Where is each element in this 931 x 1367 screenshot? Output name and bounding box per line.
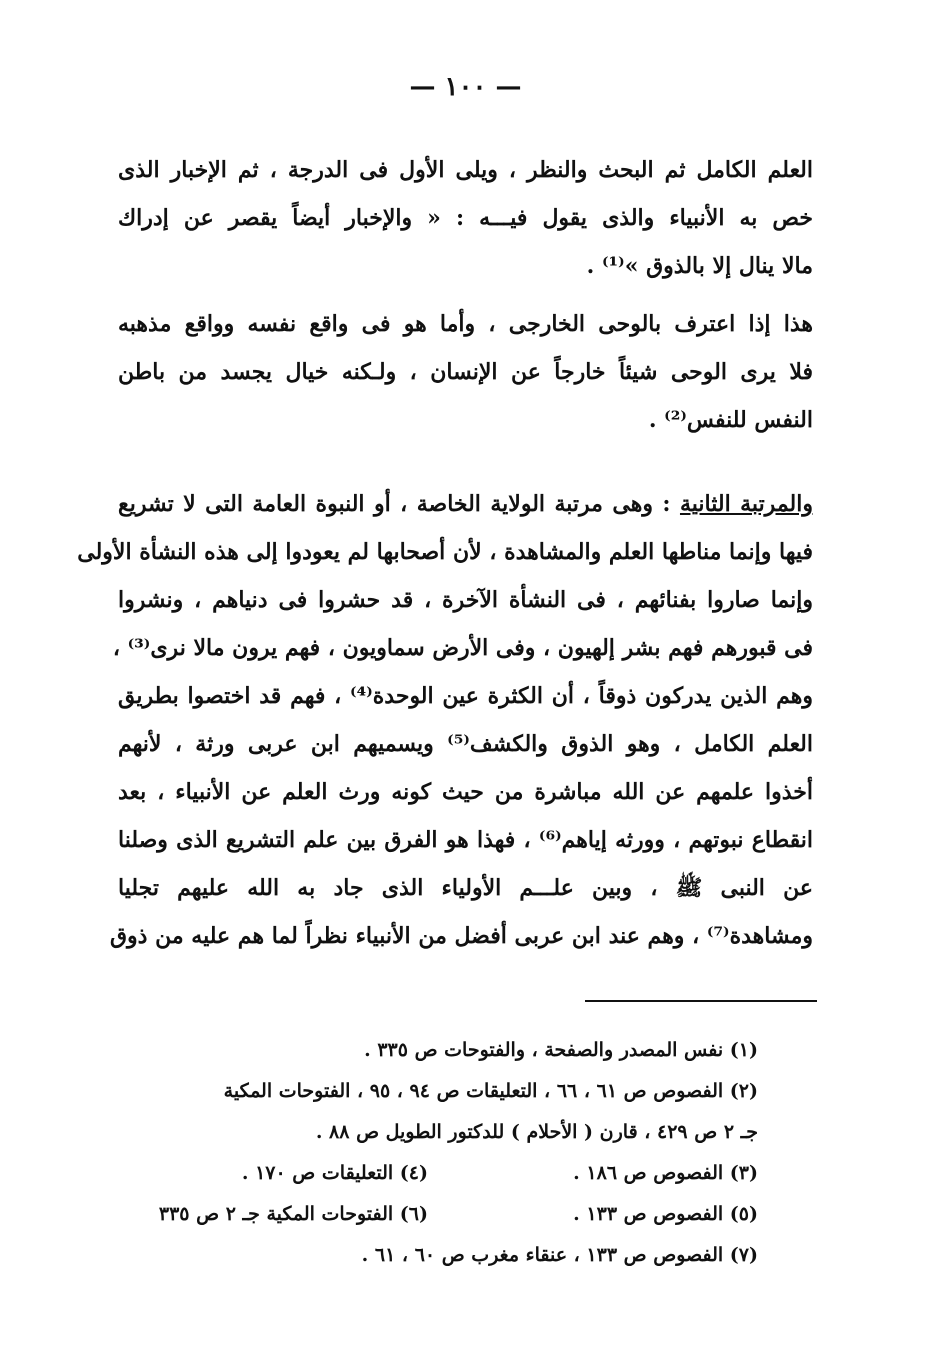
text-line: مالا ينال إلا بالذوق »⁽¹⁾ . <box>586 253 813 279</box>
footnote-2: (٢) الفصوص ص ٦١ ، ٦٦ ، التعليقات ص ٩٤ ، ٩٥ ، الفتوحات المكية <box>223 1080 758 1102</box>
text-fragment: : وهى مرتبة الولاية الخاصة ، أو النبوة العامة التى لا تشريع <box>118 491 680 517</box>
footnote-4: (٤) التعليقات ص ١٧٠ . <box>241 1162 428 1184</box>
text-line: فيها وإنما مناطها العلم والمشاهدة ، لأن أصحابها لم يعودوا إلى هذه النشأة الأولى <box>77 539 813 565</box>
text-line: العلم الكامل ثم البحث والنظر ، ويلى الأول فى الدرجة ، ثم الإخبار الذى <box>118 157 813 183</box>
text-line: العلم الكامل ، وهو الذوق والكشف⁽⁵⁾ ويسميهم ابن عربى ورثة ، لأنهم <box>118 731 813 757</box>
text-line: ومشاهدة⁽⁷⁾ ، وهم عند ابن عربى أفضل من الأنبياء نظراً لما هم عليه من ذوق <box>109 923 813 949</box>
text-line: فى قبورهم فهم بشر إلهيون ، وفى الأرض سماويون ، فهم يرون مالا نرى⁽³⁾ ، <box>112 635 813 661</box>
footnote-3: (٣) الفصوص ص ١٨٦ . <box>573 1162 758 1184</box>
paragraph-2 <box>118 300 813 444</box>
text-line: وإنما صاروا بفنائهم ، فى النشأة الآخرة ، قد حشروا فى دنياهم ، ونشروا <box>118 587 813 613</box>
text-line: هذا إذا اعترف بالوحى الخارجى ، وأما هو فى واقع نفسه وواقع مذهبه <box>118 311 813 337</box>
section-heading-inline: والمرتبة الثانية <box>679 491 813 517</box>
text-line: وهم الذين يدركون ذوقاً ، أن الكثرة عين الوحدة⁽⁴⁾ ، فهم قد اختصوا بطريق <box>118 683 813 709</box>
text-line: عن النبى ﷺ ، وبين علـــم الأولياء الذى جاد به الله عليهم تجليا <box>118 875 813 901</box>
footnote-6: (٦) الفتوحات المكية جـ ٢ ص ٣٣٥ <box>158 1203 428 1225</box>
text-line: النفس للنفس⁽²⁾ . <box>648 407 813 433</box>
footnote-2-continued: جـ ٢ ص ٤٢٩ ، قارن ( الأحلام ) للدكتور الطويل ص ٨٨ . <box>315 1121 758 1143</box>
text-line: انقطاع نبوتهم ، وورثه إياهم⁽⁶⁾ ، فهذا هو الفرق بين علم التشريع الذى وصلنا <box>118 827 813 853</box>
text-line: فلا يرى الوحى شيئاً خارجاً عن الإنسان ، ولـكنه خيال يجسد من باطن <box>118 359 813 385</box>
footnote-row <box>118 1153 758 1194</box>
footnote-5: (٥) الفصوص ص ١٣٣ . <box>573 1203 758 1225</box>
footnotes <box>118 1030 758 1276</box>
text-line-first <box>118 480 813 528</box>
paragraph-1 <box>118 146 813 290</box>
paragraph-3 <box>77 480 813 960</box>
footnote-7: (٧) الفصوص ص ١٣٣ ، عنقاء مغرب ص ٦٠ ، ٦١ . <box>361 1244 758 1266</box>
page-number: — ١٠٠ — <box>409 72 522 102</box>
text-line: خص به الأنبياء والذى يقول فيـــه : « والإخبار أيضاً يقصر عن إدراك <box>118 205 813 231</box>
footnote-row <box>118 1194 758 1235</box>
footnote-separator <box>585 1000 817 1002</box>
footnote-1: (١) نفس المصدر والصفحة ، والفتوحات ص ٣٣٥ . <box>364 1039 758 1061</box>
text-line: أخذوا علمهم عن الله مباشرة من حيث كونه ورث العلم عن الأنبياء ، بعد <box>118 779 813 805</box>
